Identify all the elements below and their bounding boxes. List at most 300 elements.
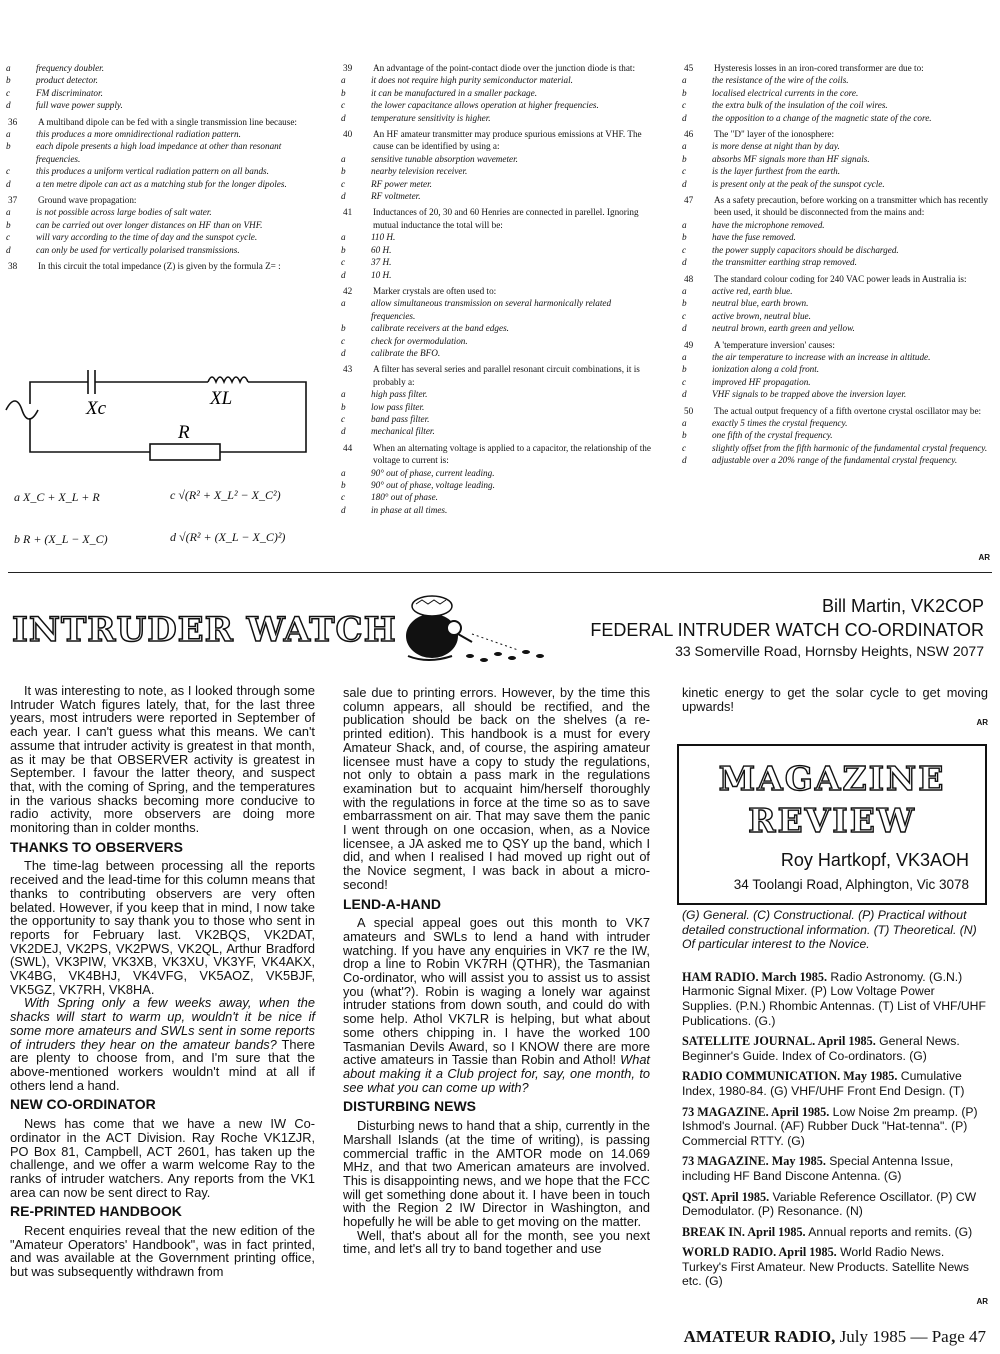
answer-text: active brown, neutral blue. <box>712 310 811 321</box>
answer-letter: c <box>341 178 346 189</box>
answer-option <box>676 363 994 375</box>
question-text: When an alternating voltage is applied to a capacitor, the relationship of the voltage to current is: <box>373 442 651 466</box>
answer-text: mechanical filter. <box>371 426 435 437</box>
answer-option <box>335 388 653 400</box>
answer-text: RF power meter. <box>371 178 432 189</box>
answer-letter: b <box>6 219 11 230</box>
answer-option <box>335 231 653 243</box>
question-number: 46 <box>684 129 694 140</box>
answer-text: calibrate the BFO. <box>371 347 441 358</box>
resistor <box>150 444 220 460</box>
answer-option <box>676 140 994 152</box>
answer-option <box>335 322 653 334</box>
answer-option <box>0 140 318 165</box>
answer-letter: d <box>682 178 687 189</box>
answer-letter: d <box>341 426 346 437</box>
review-entry <box>682 1190 988 1219</box>
answer-letter: a <box>341 232 346 243</box>
answer-text: absorbs MF signals more than HF signals. <box>712 153 870 164</box>
question-text: Ground wave propagation: <box>38 195 137 206</box>
answer-text: RF voltmeter. <box>371 191 421 202</box>
answer-option <box>335 401 653 413</box>
answer-text: improved HF propagation. <box>712 376 811 387</box>
answer-option <box>335 335 653 347</box>
question-text: The actual output frequency of a fifth overtone crystal oscillator may be: <box>714 405 982 416</box>
review-address: 34 Toolangi Road, Alphington, Vic 3078 <box>733 877 969 892</box>
answer-text: this produces a more omnidirectional radiation pattern. <box>36 129 241 140</box>
answer-text: check for overmodulation. <box>371 335 468 346</box>
answer-text: localised electrical currents in the core. <box>712 87 859 98</box>
formula-a: a X_C + X_L + R <box>14 490 100 504</box>
article-paragraph <box>10 996 315 1092</box>
answer-text: 10 H. <box>371 269 392 280</box>
answer-option <box>335 425 653 437</box>
answer-option <box>676 74 994 86</box>
answer-option <box>335 99 653 111</box>
answer-option <box>335 87 653 99</box>
answer-option <box>0 74 318 86</box>
question-item <box>676 405 994 417</box>
answer-letter: b <box>341 166 346 177</box>
answer-letter: d <box>341 191 346 202</box>
answer-letter: d <box>682 112 687 123</box>
answer-text: is the layer furthest from the earth. <box>712 166 841 177</box>
question-number: 42 <box>343 285 353 296</box>
article-column-1 <box>10 684 315 1279</box>
answer-text: active red, earth blue. <box>712 285 793 296</box>
question-number: 50 <box>684 405 694 416</box>
answer-text: frequency doubler. <box>36 63 105 73</box>
answer-option <box>335 347 653 359</box>
magazine-review-list <box>682 908 988 1310</box>
answer-letter: c <box>682 166 687 177</box>
answer-letter: d <box>682 323 687 334</box>
answer-text: adjustable over a 20% range of the fundamental crystal frequency. <box>712 455 958 466</box>
answer-text: slightly offset from the fifth harmonic of the fundamental crystal frequency. <box>712 442 988 453</box>
answer-text: it can be manufactured in a smaller package. <box>371 87 538 98</box>
answer-option <box>0 244 318 256</box>
answer-letter: a <box>6 129 11 140</box>
review-entry-title: BREAK IN. April 1985. <box>682 1224 806 1239</box>
answer-option <box>335 74 653 86</box>
answer-text: the resistance of the wire of the coils. <box>712 75 849 86</box>
answer-letter: c <box>341 335 346 346</box>
footer-magazine: AMATEUR RADIO, <box>683 1327 836 1346</box>
answer-letter: a <box>682 141 687 152</box>
question-text: The standard colour coding for 240 VAC power leads in Australia is: <box>714 273 967 284</box>
italic-text: What about making it a Club project for, say, one month, to see what you can come up with? <box>343 1052 650 1095</box>
column-author: Bill Martin, VK2COP <box>821 596 984 616</box>
answer-letter: a <box>341 153 346 164</box>
answer-option <box>676 322 994 334</box>
question-number: 45 <box>684 63 694 73</box>
question-text: An advantage of the point-contact diode over the junction diode is that: <box>373 63 636 73</box>
questions-column-3 <box>676 62 994 467</box>
question-text: A filter has several series and parallel resonant circuit combinations, it is probably a: <box>373 364 640 387</box>
answer-letter: c <box>6 232 11 243</box>
answer-letter: b <box>682 298 687 309</box>
answer-text: in phase at all times. <box>371 504 448 515</box>
answer-text: can only be used for vertically polarised transmissions. <box>36 244 240 255</box>
review-entry <box>682 1069 988 1098</box>
answer-text: FM discriminator. <box>36 87 103 98</box>
review-entry <box>682 1034 988 1063</box>
answer-text: exactly 5 times the crystal frequency. <box>712 417 848 428</box>
answer-text: the air temperature to increase with an increase in altitude. <box>712 351 931 362</box>
answer-text: neutral blue, earth brown. <box>712 298 809 309</box>
review-entry-text: General News. Beginner's Guide. Index of Co-ordinators. (G) <box>682 1034 960 1063</box>
review-entry-text: Radio Astronomy. (G.N.) Harmonic Signal Mixer. (P) Low Voltage Power Supplies. (P.N.) Rhombic Antennas. (T) List of VHF/UHF Publications. (G.) <box>682 969 986 1028</box>
question-item <box>335 363 653 388</box>
answer-letter: c <box>341 413 346 424</box>
answer-option <box>335 413 653 425</box>
article-paragraph: sale due to printing errors. However, by the time this column appears, all should be rectified, and the publication should be back on the shelves (a re-printed edition). This handbook is a must for every Amateur Shack, and, of course, the aspiring amateur licensee must have a copy to study the regulations, not only to obtain a pass mark in the regulations examination but to acquaint him/herself thoroughly with the regulations in force at the time so as to save embarrassment on air. That may save them the panic I went through on one occasion, when, as a Novice licensee, a JA asked me to QSY up the band, which I did, and when I realised I had moved up right out of the Novice segment, I was back in about a micro-second! <box>343 685 650 892</box>
question-item <box>676 128 994 140</box>
question-text: In this circuit the total impedance (Z) is given by the formula Z= : <box>38 261 281 272</box>
answer-text: calibrate receivers at the band edges. <box>371 323 509 334</box>
article-paragraph: The time-lag between processing all the reports received and the lead-time for this column means that thanks to contributing observers are very often belated. However, if you keep that in mind, I now take the opportunity to say thank you to those who sent in reports for February last. VK2BQS, VK2DAT, VK2DEJ, VK2PS, VK2PWS, VK2QL, Arthur Bradford (SWL), VK3PIW, VK3XB, VK3XU, VK3YF, VK4AKX, VK4BG, VK4BHJ, VK4VFG, VK5AOZ, VK5BJF, VK5GZ, VK7RH, VK8HA. <box>10 858 315 997</box>
answer-letter: a <box>682 75 687 86</box>
answer-option <box>676 454 994 466</box>
question-text: A multiband dipole can be fed with a single transmission line because: <box>38 116 297 127</box>
question-number: 37 <box>8 195 18 206</box>
answer-letter: a <box>682 351 687 362</box>
question-text: Inductances of 20, 30 and 60 Henries are connected in parellel. Ignoring mutual inductance the total will be: <box>373 207 639 230</box>
answer-letter: c <box>341 100 346 111</box>
answer-text: nearby television receiver. <box>371 166 468 177</box>
answer-option <box>676 99 994 111</box>
circuit-diagram <box>0 368 320 468</box>
column-role: FEDERAL INTRUDER WATCH CO-ORDINATOR <box>590 620 984 640</box>
answer-text: the lower capacitance allows operation at higher frequencies. <box>371 100 599 111</box>
answer-option <box>676 178 994 190</box>
answer-text: band pass filter. <box>371 413 430 424</box>
answer-text: 180° out of phase. <box>371 492 438 503</box>
review-key: (G) General. (C) Constructional. (P) Practical without detailed constructional information. (T) Theoretical. (N) Of particular interest to the Novice. <box>682 908 977 952</box>
answer-letter: d <box>682 389 687 400</box>
question-item <box>676 339 994 351</box>
answer-text: 110 H. <box>371 232 396 243</box>
question-item <box>335 285 653 297</box>
formula-c: c √(R² + X_L² − X_C²) <box>170 488 281 502</box>
answer-text: the opposition to a change of the magnetic state of the core. <box>712 112 932 123</box>
answer-option <box>335 153 653 165</box>
review-entry-text: Low Noise 2m preamp. (P) Ishmod's Journal. (AF) Rubber Duck "Hat-tenna". (P) Commercial RTTY. (G) <box>682 1104 978 1148</box>
answer-letter: a <box>341 298 346 309</box>
review-entry-title: QST. April 1985. <box>682 1189 770 1204</box>
r-label: R <box>178 422 190 443</box>
question-item <box>676 62 994 74</box>
answer-letter: b <box>6 141 11 152</box>
answer-text: can be carried out over longer distances on HF than on VHF. <box>36 219 263 230</box>
article-paragraph: Well, that's about all for the month, see you next time, and let's all try to band together and use <box>343 1227 650 1257</box>
question-number: 49 <box>684 339 694 350</box>
answer-option <box>335 269 653 281</box>
xl-label: XL <box>210 388 233 409</box>
answer-text: the transmitter earthing strap removed. <box>712 257 857 268</box>
answer-letter: d <box>6 100 11 111</box>
answer-text: is not possible across large bodies of salt water. <box>36 207 212 218</box>
answer-option <box>676 297 994 309</box>
question-number: 44 <box>343 442 353 453</box>
answer-text: it does not require high purity semiconductor material. <box>371 75 573 86</box>
inductor-coil <box>208 377 248 382</box>
answer-letter: b <box>682 364 687 375</box>
question-number: 43 <box>343 364 353 375</box>
question-item <box>676 273 994 285</box>
answer-option <box>676 429 994 441</box>
answer-letter: a <box>6 207 11 218</box>
review-entry-title: RADIO COMMUNICATION. May 1985. <box>682 1069 898 1084</box>
article-paragraph: It was interesting to note, as I looked through some Intruder Watch figures lately, that, for the last three years, most intruders were reported in September of each year. I can't guess what this means. We can't assume that intruder activity is greatest in that month, as it may be that OBSERVER activity is greatest in September. I favour the latter theory, and suspect that, with the coming of Spring, and the temperatures in the various shacks becoming more conducive to radio activity, more observers are doing more monitoring than in colder months. <box>10 683 315 836</box>
question-item <box>335 206 653 231</box>
answer-text: is more dense at night than by day. <box>712 141 840 152</box>
question-item <box>0 194 318 206</box>
question-item <box>335 128 653 153</box>
answer-option <box>676 351 994 363</box>
answer-letter: d <box>6 244 11 255</box>
answer-option <box>0 62 318 74</box>
answer-letter: b <box>341 244 346 255</box>
answer-option <box>335 297 653 322</box>
article-end-mark: AR <box>976 718 988 727</box>
answer-text: VHF signals to be trapped above the inversion layer. <box>712 389 907 400</box>
answer-option <box>335 165 653 177</box>
answer-option <box>0 99 318 111</box>
answer-text: ionization along a cold front. <box>712 364 820 375</box>
column-address: 33 Somerville Road, Hornsby Heights, NSW 2077 <box>675 643 984 659</box>
answer-letter: c <box>682 244 687 255</box>
paragraph-text: There are plenty to choose from, and I'm sure that the above-mentioned workers wouldn't mind at all if others lend a hand. <box>10 1036 315 1093</box>
answer-letter: d <box>682 257 687 268</box>
answer-option <box>0 231 318 243</box>
review-entry <box>682 1245 988 1289</box>
question-number: 38 <box>8 261 18 272</box>
answer-text: 60 H. <box>371 244 392 255</box>
answer-letter: d <box>341 347 346 358</box>
review-entry-text: Annual reports and remits. (G) <box>805 1224 973 1239</box>
section-heading: NEW CO-ORDINATOR <box>10 1096 156 1113</box>
answer-option <box>335 256 653 268</box>
review-entry-title: 73 MAGAZINE. May 1985. <box>682 1154 826 1169</box>
review-entry-text: Cumulative Index, 1980-84. (G) VHF/UHF Front End Design. (T) <box>682 1069 965 1098</box>
answer-letter: d <box>341 504 346 515</box>
article-paragraph: News has come that we have a new IW Co-ordinator in the ACT Division. Ray Roche VK1ZJR, PO Box 81, Campbell, ACT 2601, has taken up the challenge, and we offer a warm welcome Ray to the ranks of intruder watchers. Any reports from the VK1 area can now be sent direct to Ray. <box>10 1116 315 1200</box>
answer-text: the extra bulk of the insulation of the coil wires. <box>712 100 888 111</box>
answer-option <box>335 190 653 202</box>
answer-text: the power supply capacitors should be discharged. <box>712 244 899 255</box>
article-paragraph: kinetic energy to get the solar cycle to get moving upwards! <box>682 685 988 714</box>
answer-letter: a <box>341 75 346 86</box>
answer-option <box>335 178 653 190</box>
review-entry <box>682 1154 988 1183</box>
answer-option <box>676 244 994 256</box>
answer-letter: a <box>682 417 687 428</box>
answer-option <box>676 285 994 297</box>
question-number: 48 <box>684 273 694 284</box>
question-text: Marker crystals are often used to: <box>373 285 497 296</box>
answer-letter: d <box>682 455 687 466</box>
answer-letter: d <box>6 178 11 189</box>
magazine-review-header <box>677 744 987 905</box>
answer-text: will vary according to the time of day and the sunspot cycle. <box>36 232 258 243</box>
answer-text: sensitive tunable absorption wavemeter. <box>371 153 518 164</box>
answer-option <box>335 112 653 124</box>
answer-letter: c <box>682 100 687 111</box>
answer-option <box>676 219 994 231</box>
question-text: As a safety precaution, before working on a transmitter which has recently been used, it should be disconnected from the mains and: <box>714 195 988 218</box>
question-item <box>335 62 653 74</box>
questions-column-2 <box>335 62 653 516</box>
review-entry-title: 73 MAGAZINE. April 1985. <box>682 1104 830 1119</box>
question-number: 41 <box>343 207 353 218</box>
answer-letter: c <box>341 492 346 503</box>
question-item <box>0 260 318 272</box>
answer-letter: b <box>6 75 11 86</box>
review-entry-text: Special Antenna Issue, including HF Band Discone Antenna. (G) <box>682 1154 954 1183</box>
answer-option <box>0 165 318 177</box>
answer-option <box>0 206 318 218</box>
ac-source-symbol <box>6 401 38 419</box>
question-text: A 'temperature inversion' causes: <box>714 339 835 350</box>
detective-mascot-illustration <box>388 584 558 668</box>
section-divider <box>8 572 992 573</box>
review-end-mark: AR <box>976 1297 988 1307</box>
intruder-watch-title: INTRUDER WATCH <box>12 610 397 650</box>
answer-option <box>0 178 318 190</box>
answer-option <box>676 310 994 322</box>
answer-text: temperature sensitivity is higher. <box>371 112 491 123</box>
answer-text: each dipole presents a high load impedance at other than resonant frequencies. <box>36 141 282 164</box>
review-author: Roy Hartkopf, VK3AOH <box>780 850 969 870</box>
answer-letter: a <box>341 467 346 478</box>
answer-option <box>676 231 994 243</box>
formula-b: b R + (X_L − X_C) <box>14 532 108 546</box>
answer-option <box>676 417 994 429</box>
questions-column-1 <box>0 62 318 273</box>
answer-text: a ten metre dipole can act as a matching stub for the longer dipoles. <box>36 178 287 189</box>
answer-option <box>676 165 994 177</box>
answer-text: one fifth of the crystal frequency. <box>712 430 833 441</box>
article-paragraph: Disturbing news to hand that a ship, currently in the Marshall Islands (at the time of writing), is passing commercial traffic in the AMTOR mode on 14.069 MHz, and that two American amateurs are involved. This is disappointing news, and we hope that the FCC will get something done about it. I have been in touch with the Region 2 IW Director in Washington, and hopefully he will be able to get moving on the matter. <box>343 1118 650 1230</box>
answer-letter: b <box>682 87 687 98</box>
answer-option <box>676 112 994 124</box>
review-entry-title: SATELLITE JOURNAL. April 1985. <box>682 1034 876 1049</box>
answer-text: is present only at the peak of the sunspot cycle. <box>712 178 885 189</box>
xc-label: Xc <box>86 398 107 419</box>
review-entry <box>682 1105 988 1149</box>
answer-letter: a <box>682 285 687 296</box>
answer-letter: c <box>682 442 687 453</box>
answer-option <box>676 256 994 268</box>
answer-option <box>335 479 653 491</box>
review-entry-title: WORLD RADIO. April 1985. <box>682 1245 837 1260</box>
section-heading: RE-PRINTED HANDBOOK <box>10 1203 182 1220</box>
answer-letter: b <box>341 87 346 98</box>
answer-text: 90° out of phase, voltage leading. <box>371 480 495 490</box>
italic-text: With Spring only a few weeks away, when the shacks will start to warm up, wouldn't it be nice if some more amateurs and SWLs sent in some reports of intruders they hear on the amateur bands? <box>10 995 315 1052</box>
review-entry <box>682 970 988 1028</box>
article-paragraph <box>343 916 650 1094</box>
answer-text: 37 H. <box>371 257 392 268</box>
answer-letter: c <box>341 257 346 268</box>
review-entry-title: HAM RADIO. March 1985. <box>682 969 827 984</box>
answer-letter: b <box>341 480 346 490</box>
question-number: 36 <box>8 116 18 127</box>
article-column-3 <box>682 686 988 713</box>
review-entry-text: World Radio News. Turkey's First Amateur. New Products. Satellite News etc. (G) <box>682 1245 970 1289</box>
answer-letter: a <box>682 219 687 230</box>
section-heading: DISTURBING NEWS <box>343 1098 476 1115</box>
answer-letter: c <box>6 87 11 98</box>
section-heading: THANKS TO OBSERVERS <box>10 838 183 855</box>
answer-text: full wave power supply. <box>36 100 123 111</box>
answer-letter: c <box>682 376 687 387</box>
answer-option <box>0 87 318 99</box>
answer-option <box>0 128 318 140</box>
answer-letter: a <box>6 63 11 73</box>
paragraph-text: A special appeal goes out this month to VK7 amateurs and SWLs to lend a hand with intruder watching. If you have any enquiries in VK7 re the IW, drop a line to Robin VK7RH (QTHR), the Tasmanian Co-ordinator, who will assist you to assist us to assist you (what'?). Robin is waging a lonely war against intruder stations from down south, and could do with some help. Athol VK7LR is helping, but what about some others chipping in. I have the worked 100 Tasmanian Devils Award, so I KNOW there are more active amateurs in Tassie than Robin and Athol! <box>343 915 650 1068</box>
answer-text: have the microphone removed. <box>712 219 825 230</box>
answer-letter: a <box>341 389 346 400</box>
answer-option <box>676 442 994 454</box>
answer-option <box>335 244 653 256</box>
answer-text: 90° out of phase, current leading. <box>371 467 495 478</box>
answer-text: allow simultaneous transmission on several harmonically related frequencies. <box>371 298 612 321</box>
question-text: Hysteresis losses in an iron-cored transformer are due to: <box>714 63 924 73</box>
answer-letter: b <box>341 401 346 412</box>
magazine-review-title: MAGAZINE <box>718 759 946 798</box>
answer-option <box>335 491 653 503</box>
answer-letter: c <box>6 166 11 177</box>
answer-text: this produces a uniform vertical radiation pattern on all bands. <box>36 166 269 177</box>
answer-letter: b <box>341 323 346 334</box>
section-heading: LEND-A-HAND <box>343 895 441 912</box>
review-entry-text: Variable Reference Oscillator. (P) CW Demodulator. (P) Resonance. (N) <box>682 1189 977 1219</box>
magazine-review-title-2: REVIEW <box>748 801 916 840</box>
question-number: 40 <box>343 129 353 140</box>
answer-letter: d <box>341 269 346 280</box>
article-paragraph: Recent enquiries reveal that the new edition of the "Amateur Operators' Handbook", was in fact printed, and was available at the Government printing office, but was subsequently withdrawn from <box>10 1223 315 1280</box>
answer-text: have the fuse removed. <box>712 232 796 243</box>
question-item <box>676 194 994 219</box>
article-column-2 <box>343 686 650 1256</box>
answer-option <box>676 388 994 400</box>
question-number: 47 <box>684 195 694 206</box>
page-footer <box>684 1327 986 1347</box>
question-item <box>335 442 653 467</box>
answer-option <box>335 504 653 516</box>
answer-letter: b <box>682 232 687 243</box>
answer-letter: b <box>682 153 687 164</box>
formula-d: d √(R² + (X_L − X_C)²) <box>170 530 286 544</box>
answer-text: product detector. <box>36 75 98 86</box>
answer-option <box>335 467 653 479</box>
question-number: 39 <box>343 63 353 73</box>
answer-option <box>676 87 994 99</box>
question-text: An HF amateur transmitter may produce spurious emissions at VHF. The cause can be identified by using a: <box>373 129 642 152</box>
answer-text: neutral brown, earth green and yellow. <box>712 323 855 334</box>
end-mark: AR <box>978 553 990 562</box>
footer-date-page: July 1985 — Page 47 <box>835 1327 986 1346</box>
answer-text: high pass filter. <box>371 389 428 400</box>
answer-letter: b <box>682 430 687 441</box>
answer-option <box>0 219 318 231</box>
question-text: The "D" layer of the ionosphere: <box>714 129 835 140</box>
answer-letter: c <box>682 310 687 321</box>
review-entry <box>682 1225 988 1240</box>
answer-option <box>676 153 994 165</box>
